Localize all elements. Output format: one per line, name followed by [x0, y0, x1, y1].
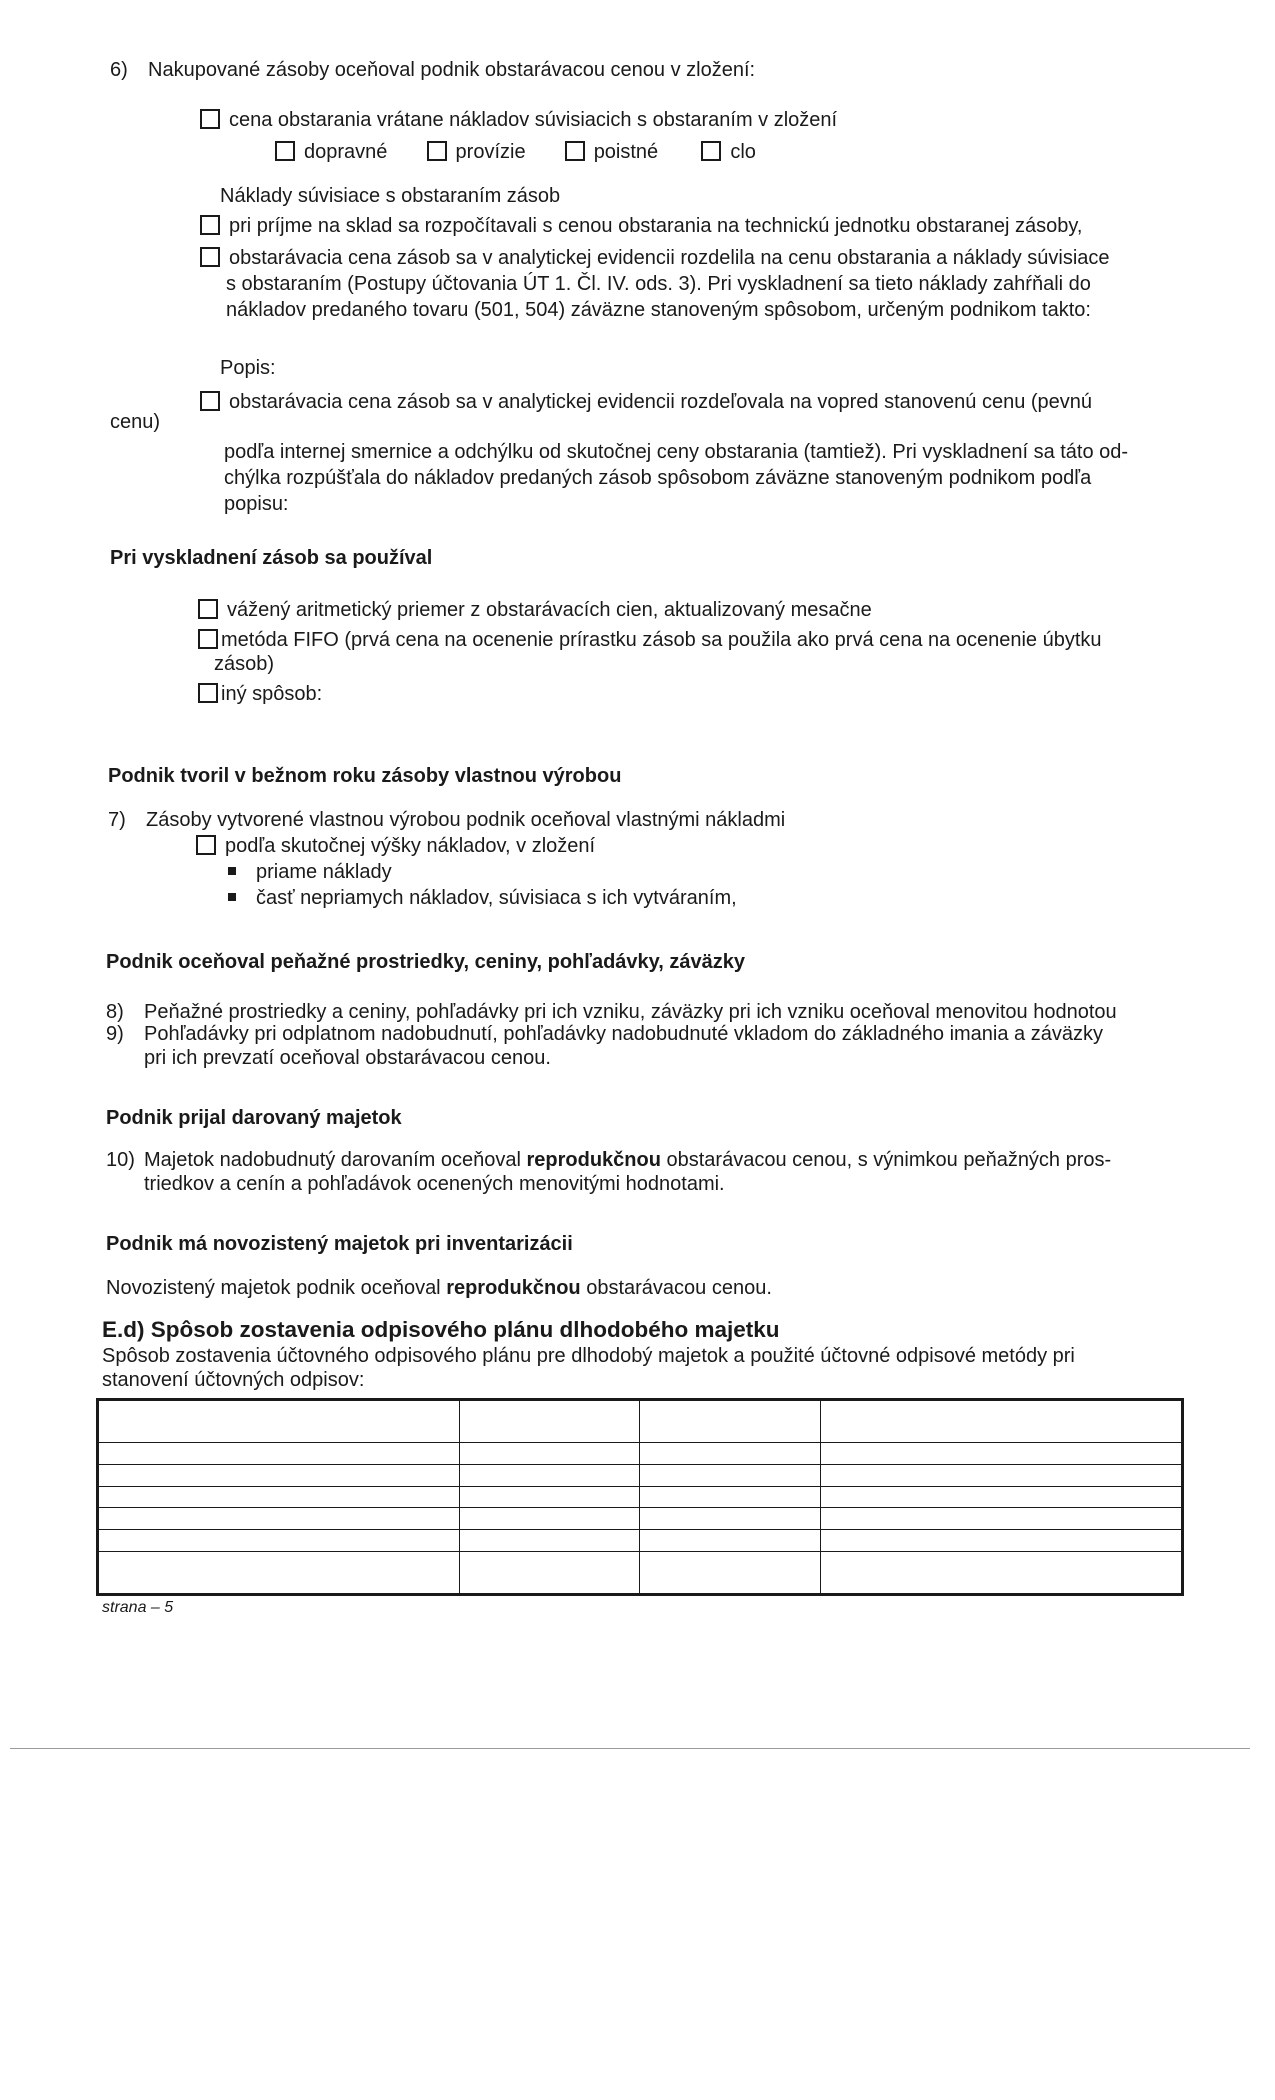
item-6 [110, 58, 755, 82]
table-cell[interactable] [459, 1464, 640, 1486]
option-label-line: obstarávacia cena zásob sa v analytickej evidencii rozdeľovala na vopred stanovenú cenu (pevnú [229, 391, 1093, 413]
item-text: Majetok nadobudnutý darovaním oceňoval [144, 1149, 527, 1171]
page-number: strana – 5 [102, 1599, 174, 1616]
table-cell[interactable] [459, 1486, 640, 1508]
table-row [98, 1551, 1183, 1594]
item-number: 6) [110, 59, 128, 81]
item-number: 8) [106, 1001, 124, 1023]
table-cell[interactable] [459, 1508, 640, 1530]
option-label: dopravné [304, 141, 388, 163]
sub-option-clo [701, 141, 756, 163]
margin-note: cenu) [110, 411, 161, 433]
option-label-line: popisu: [224, 493, 289, 515]
table-cell[interactable] [459, 1529, 640, 1551]
option-label: podľa skutočnej výšky nákladov, v zložení [225, 835, 596, 857]
section-heading-ed: E.d) Spôsob zostavenia odpisového plánu dlhodobého majetku [102, 1317, 780, 1342]
novozisteny-text [106, 1276, 772, 1300]
paragraph-text: Novozistený majetok podnik oceňoval [106, 1277, 447, 1299]
bullet-icon [228, 867, 236, 875]
paragraph-line: Spôsob zostavenia účtovného odpisového plánu pre dlhodobý majetok a použité účtovné odpisové metódy pri [102, 1345, 1075, 1367]
table-cell[interactable] [459, 1443, 640, 1465]
section-heading-darovany: Podnik prijal darovaný majetok [106, 1107, 402, 1129]
checkbox[interactable] [565, 141, 585, 161]
table-row [98, 1464, 1183, 1486]
table-cell[interactable] [640, 1551, 821, 1594]
list-item-text: časť nepriamych nákladov, súvisiaca s ich vytváraním, [256, 887, 737, 909]
option-iny-sposob [198, 682, 322, 706]
table-cell[interactable] [640, 1508, 821, 1530]
bullet-icon [228, 893, 236, 901]
table-row [98, 1400, 1183, 1443]
option-skutocna-vyska [196, 834, 595, 858]
list-item [228, 886, 737, 910]
option-label-line: chýlka rozpúšťala do nákladov predaných zásob spôsobom záväzne stanoveným podnikom podľa [224, 467, 1092, 489]
table-cell[interactable] [98, 1529, 460, 1551]
list-item-text: priame náklady [256, 861, 392, 883]
option-label-line: zásob) [214, 653, 275, 675]
table-cell[interactable] [98, 1508, 460, 1530]
item-7 [108, 808, 785, 832]
option-label-line: nákladov predaného tovaru (501, 504) záväzne stanoveným spôsobom, určeným podnikom takto: [226, 299, 1091, 321]
table-cell[interactable] [821, 1486, 1183, 1508]
option-analyticka-evidencia [200, 246, 1110, 270]
option-pevna-cena [200, 390, 1092, 414]
table-cell[interactable] [640, 1464, 821, 1486]
table-cell[interactable] [821, 1400, 1183, 1443]
table-cell[interactable] [821, 1508, 1183, 1530]
table-cell[interactable] [821, 1443, 1183, 1465]
table-cell[interactable] [459, 1400, 640, 1443]
checkbox[interactable] [198, 629, 218, 649]
table-row [98, 1529, 1183, 1551]
section-heading-novozisteny: Podnik má novozistený majetok pri inventarizácii [106, 1233, 573, 1255]
item-text: obstarávacou cenou, s výnimkou peňažných pros- [660, 1149, 1112, 1171]
item-text-line: pri ich prevzatí oceňoval obstarávacou cenou. [144, 1047, 551, 1069]
checkbox[interactable] [200, 109, 220, 129]
option-label: pri príjme na sklad sa rozpočítavali s cenou obstarania na technickú jednotku obstaranej zásoby, [229, 215, 1083, 237]
option-label: vážený aritmetický priemer z obstarávacích cien, aktualizovaný mesačne [227, 599, 872, 621]
sub-option-poistne [565, 141, 659, 163]
option-vazeny-priemer [198, 598, 872, 622]
table-cell[interactable] [640, 1529, 821, 1551]
option-label: iný spôsob: [221, 683, 323, 705]
popis-label: Popis: [220, 357, 276, 379]
checkbox[interactable] [427, 141, 447, 161]
item-9 [106, 1022, 1103, 1046]
section-heading-vyskladnenie: Pri vyskladnení zásob sa používal [110, 547, 433, 569]
option-cena-obstarania [200, 108, 837, 132]
emphasis-text: reprodukčnou [446, 1277, 581, 1299]
option-label: clo [730, 141, 756, 163]
checkbox[interactable] [701, 141, 721, 161]
option-label-line: podľa internej smernice a odchýlku od skutočnej ceny obstarania (tamtiež). Pri vyskladnení sa táto od- [224, 441, 1129, 463]
table-cell[interactable] [640, 1486, 821, 1508]
table-cell[interactable] [821, 1464, 1183, 1486]
sub-option-provizie [427, 141, 526, 163]
item-text: Peňažné prostriedky a ceniny, pohľadávky pri ich vzniku, záväzky pri ich vzniku oceňoval menovitou hodnotou [144, 1001, 1117, 1023]
item-number: 9) [106, 1023, 124, 1045]
checkbox[interactable] [200, 391, 220, 411]
section-heading-penazne: Podnik oceňoval peňažné prostriedky, ceniny, pohľadávky, záväzky [106, 951, 746, 973]
option-label-line: metóda FIFO (prvá cena na ocenenie prírastku zásob sa použila ako prvá cena na ocenenie úbytku [221, 629, 1102, 651]
checkbox[interactable] [275, 141, 295, 161]
option-label: provízie [455, 141, 526, 163]
emphasis-text: reprodukčnou [526, 1149, 661, 1171]
related-costs-label: Náklady súvisiace s obstaraním zásob [220, 185, 561, 207]
checkbox[interactable] [200, 247, 220, 267]
table-cell[interactable] [640, 1443, 821, 1465]
item-8 [106, 1000, 1117, 1024]
table-cell[interactable] [459, 1551, 640, 1594]
item-number: 7) [108, 809, 126, 831]
table-cell[interactable] [640, 1400, 821, 1443]
table-row [98, 1508, 1183, 1530]
option-label-line: obstarávacia cena zásob sa v analytickej evidencii rozdelila na cenu obstarania a náklady súvisiace [229, 247, 1110, 269]
item-10 [106, 1148, 1111, 1172]
section-heading-vlastna-vyroba: Podnik tvoril v bežnom roku zásoby vlastnou výrobou [108, 765, 622, 787]
option-pri-prijme [200, 214, 1082, 238]
table-row [98, 1486, 1183, 1508]
table-cell[interactable] [98, 1443, 460, 1465]
option-fifo [198, 628, 1102, 652]
table-cell[interactable] [98, 1551, 460, 1594]
table-cell[interactable] [98, 1486, 460, 1508]
table-cell[interactable] [821, 1551, 1183, 1594]
sub-options-row [275, 140, 756, 164]
table-cell[interactable] [98, 1400, 460, 1443]
option-label: cena obstarania vrátane nákladov súvisiacich s obstaraním v zložení [229, 109, 838, 131]
checkbox[interactable] [198, 683, 218, 703]
paragraph-line: stanovení účtovných odpisov: [102, 1369, 365, 1391]
item-text: Pohľadávky pri odplatnom nadobudnutí, pohľadávky nadobudnuté vkladom do základného imania a záväzky [144, 1023, 1103, 1045]
checkbox[interactable] [196, 835, 216, 855]
item-text: Nakupované zásoby oceňoval podnik obstarávacou cenou v zložení: [148, 59, 756, 81]
table-cell[interactable] [821, 1529, 1183, 1551]
checkbox[interactable] [200, 215, 220, 235]
paragraph-text: obstarávacou cenou. [580, 1277, 772, 1299]
item-text: Zásoby vytvorené vlastnou výrobou podnik oceňoval vlastnými nákladmi [146, 809, 786, 831]
item-number: 10) [106, 1149, 135, 1171]
option-label: poistné [593, 141, 659, 163]
sub-option-dopravne [275, 141, 387, 163]
list-item [228, 860, 392, 884]
table-cell[interactable] [98, 1464, 460, 1486]
table-row [98, 1443, 1183, 1465]
item-text-line: triedkov a cenín a pohľadávok ocenených menovitými hodnotami. [144, 1173, 725, 1195]
depreciation-plan-table [96, 1398, 1184, 1596]
option-label-line: s obstaraním (Postupy účtovania ÚT 1. Čl. IV. ods. 3). Pri vyskladnení sa tieto náklady zahŕňali do [226, 273, 1091, 295]
page-divider [10, 1748, 1250, 1749]
checkbox[interactable] [198, 599, 218, 619]
